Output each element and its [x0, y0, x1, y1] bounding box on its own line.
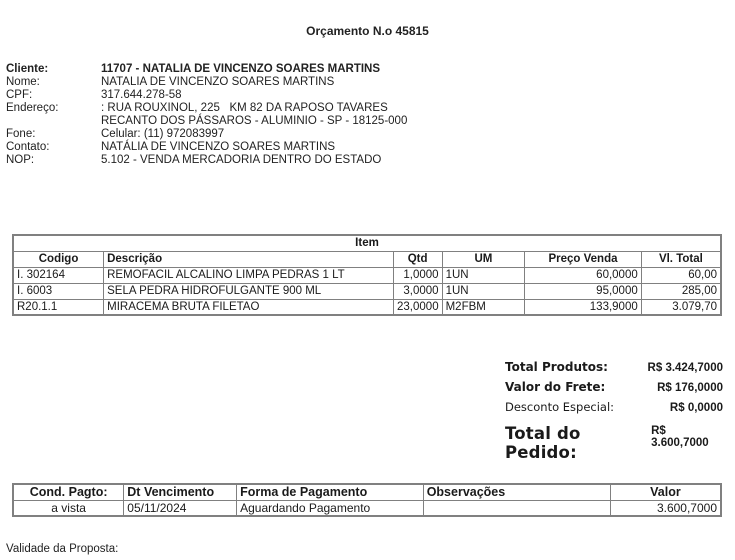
col-header-codigo: Codigo — [13, 251, 104, 267]
total-produtos-value: R$ 3.424,7000 — [647, 362, 723, 374]
frete-row — [505, 380, 723, 400]
cell-codigo: R20.1.1 — [13, 299, 104, 315]
col-header-observacoes: Observações — [423, 484, 610, 500]
phone-value: Celular: (11) 972083997 — [101, 128, 225, 140]
contact-value: NATÁLIA DE VINCENZO SOARES MARTINS — [101, 141, 336, 153]
cell-codigo: I. 6003 — [13, 283, 104, 299]
cell-qtd: 3,0000 — [393, 283, 442, 299]
col-header-um: UM — [442, 251, 525, 267]
total-pedido-row — [505, 424, 723, 462]
address-line-2: RECANTO DOS PÁSSAROS - ALUMINIO - SP - 18125-000 — [101, 115, 408, 127]
address-label: Endereço: — [6, 102, 59, 114]
client-row-cliente — [6, 63, 407, 76]
client-row-endereco — [6, 102, 407, 115]
col-header-forma: Forma de Pagamento — [237, 484, 424, 500]
client-row-fone — [6, 128, 407, 141]
payment-table — [12, 483, 722, 517]
cell-preco: 60,0000 — [525, 267, 642, 283]
address-line-1: : RUA ROUXINOL, 225 KM 82 DA RAPOSO TAVARES — [101, 102, 388, 114]
col-header-qtd: Qtd — [393, 251, 442, 267]
client-row-endereco-2 — [6, 115, 407, 128]
client-label: Cliente: — [6, 63, 49, 75]
cell-descricao: REMOFACIL ALCALINO LIMPA PEDRAS 1 LT — [104, 267, 394, 283]
cell-descricao: MIRACEMA BRUTA FILETAO — [104, 299, 394, 315]
items-table — [12, 234, 722, 316]
table-row — [13, 283, 721, 299]
nop-label: NOP: — [6, 154, 35, 166]
cell-um: 1UN — [442, 267, 525, 283]
col-header-descricao: Descrição — [104, 251, 394, 267]
cell-cond-pagto: a vista — [13, 500, 124, 516]
name-value: NATALIA DE VINCENZO SOARES MARTINS — [101, 76, 335, 88]
cell-total: 3.079,70 — [641, 299, 721, 315]
cell-preco: 133,9000 — [525, 299, 642, 315]
client-row-nome — [6, 76, 407, 89]
cell-descricao: SELA PEDRA HIDROFULGANTE 900 ML — [104, 283, 394, 299]
desconto-value: R$ 0,0000 — [669, 402, 723, 414]
total-produtos-label: Total Produtos: — [505, 360, 608, 374]
col-header-vencimento: Dt Vencimento — [124, 484, 237, 500]
contact-label: Contato: — [6, 141, 50, 153]
col-header-total: Vl. Total — [641, 251, 721, 267]
client-row-contato — [6, 141, 407, 154]
col-header-preco: Preço Venda — [525, 251, 642, 267]
items-group-header: Item — [13, 235, 721, 251]
items-header-row — [13, 251, 721, 267]
client-row-nop — [6, 154, 407, 167]
cell-preco: 95,0000 — [525, 283, 642, 299]
col-header-valor: Valor — [610, 484, 721, 500]
phone-label: Fone: — [6, 128, 36, 140]
totals-summary — [505, 360, 723, 462]
table-row — [13, 267, 721, 283]
total-pedido-value: R$ 3.600,7000 — [651, 425, 709, 449]
cell-valor: 3.600,7000 — [610, 500, 721, 516]
cell-codigo: I. 302164 — [13, 267, 104, 283]
client-row-cpf — [6, 89, 407, 102]
address-label-empty — [6, 115, 101, 128]
cell-observacoes — [423, 500, 610, 516]
nop-value: 5.102 - VENDA MERCADORIA DENTRO DO ESTADO — [101, 154, 382, 166]
validity-label: Validade da Proposta: — [6, 543, 119, 555]
name-label: Nome: — [6, 76, 40, 88]
cell-um: 1UN — [442, 283, 525, 299]
cpf-value: 317.644.278-58 — [101, 89, 182, 101]
payment-header-row — [13, 484, 721, 500]
client-value: 11707 - NATALIA DE VINCENZO SOARES MARTINS — [101, 63, 381, 75]
cell-vencimento: 05/11/2024 — [124, 500, 237, 516]
items-group-header-row — [13, 235, 721, 251]
document-title: Orçamento N.o 45815 — [306, 24, 429, 38]
table-row — [13, 299, 721, 315]
cell-total: 285,00 — [641, 283, 721, 299]
frete-value: R$ 176,0000 — [657, 382, 723, 394]
cell-qtd: 1,0000 — [393, 267, 442, 283]
cell-total: 60,00 — [641, 267, 721, 283]
cell-forma: Aguardando Pagamento — [237, 500, 424, 516]
client-info — [6, 63, 407, 167]
frete-label: Valor do Frete: — [505, 380, 606, 394]
cpf-label: CPF: — [6, 89, 33, 101]
desconto-label: Desconto Especial: — [505, 400, 615, 414]
total-pedido-label: Total do Pedido: — [505, 424, 581, 462]
cell-qtd: 23,0000 — [393, 299, 442, 315]
table-row — [13, 500, 721, 516]
col-header-cond-pagto: Cond. Pagto: — [13, 484, 124, 500]
desconto-row — [505, 400, 723, 420]
total-produtos-row — [505, 360, 723, 380]
cell-um: M2FBM — [442, 299, 525, 315]
